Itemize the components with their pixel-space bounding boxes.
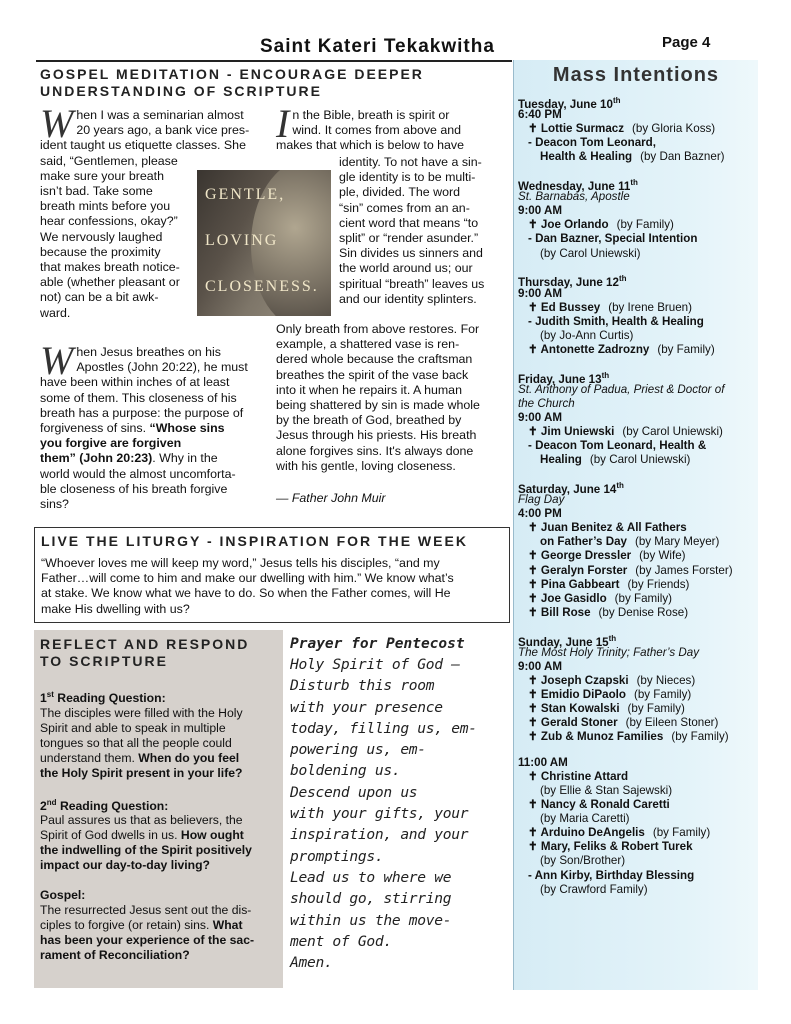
- mass-intention-donor: (by Family): [614, 591, 672, 605]
- text-line: Apostles (John 20:22), he must: [76, 360, 248, 375]
- mass-intention-line: [518, 756, 568, 770]
- mass-intention-text: (by Crawford Family): [540, 882, 648, 896]
- mass-intention-line: [518, 287, 562, 301]
- mass-intention-line: [528, 606, 688, 620]
- ordinal-suffix: th: [630, 178, 638, 188]
- text-line: not) can be a bit awk-: [40, 290, 159, 305]
- gentle-loving-closeness-image: [197, 170, 331, 316]
- mass-intention-donor: (by Wife): [639, 549, 686, 563]
- mass-intention-line: [518, 660, 562, 674]
- mass-intention-text: (by Maria Caretti): [540, 812, 630, 826]
- mass-intention-text: 9:00 AM: [518, 286, 563, 300]
- mass-intention-text: ✝ Pina Gabbeart: [528, 577, 620, 591]
- spacer: [40, 873, 280, 888]
- mass-intention-text: - Deacon Tom Leonard, Health &: [528, 439, 707, 453]
- ordinal-suffix: th: [612, 96, 621, 105]
- text-line: isn’t bad. Take some: [40, 184, 153, 199]
- mass-intention-text: - Deacon Tom Leonard,: [528, 136, 656, 150]
- liturgy-line: at stake. We know what we have to do. So when the Father comes, will He: [41, 586, 451, 601]
- mass-intention-line: [528, 122, 715, 136]
- text-line: ble closeness of his breath forgive: [40, 481, 228, 496]
- mass-intention-text: 9:00 AM: [518, 659, 563, 673]
- mass-intention-text: 9:00 AM: [518, 411, 563, 424]
- mass-intention-donor: (by James Forster): [635, 563, 733, 577]
- signature: — Father John Muir: [276, 491, 386, 505]
- text-line: by the breath of God, breathed by: [276, 413, 462, 428]
- mass-intention-line: [528, 218, 674, 232]
- question-line: understand them. When do you feel: [40, 750, 240, 765]
- text-line: Only breath from above restores. For: [276, 322, 480, 336]
- prayer-title: Prayer for Pentecost: [290, 636, 465, 652]
- mass-intention-text: Sunday, June 15th: [518, 633, 617, 649]
- text-line: We nervously laughed: [40, 229, 163, 244]
- mass-intention-text: 6:40 PM: [518, 108, 562, 122]
- text-line: breathes the spirit of the vase back: [276, 367, 469, 382]
- mass-intention-line: [528, 592, 672, 606]
- mass-intention-line: [528, 716, 718, 730]
- text-line: identity. To not have a sin-: [339, 155, 482, 169]
- question-line: The resurrected Jesus sent out the dis-: [40, 903, 252, 917]
- prayer-line: Lead us to where we: [290, 868, 452, 886]
- mass-intention-line: [518, 190, 630, 204]
- prayer-line: promptings.: [290, 847, 384, 865]
- text-line: forgiveness of sins. “Whose sins: [40, 421, 225, 436]
- mass-intention-line: [528, 826, 710, 840]
- mass-intention-line: [540, 812, 630, 826]
- text-line: Sin divides us sinners and: [339, 246, 483, 261]
- text-line: able (whether pleasant or: [40, 275, 180, 290]
- ordinal-suffix: st: [46, 690, 54, 699]
- text-line: hen I was a seminarian almost: [76, 108, 244, 122]
- mass-intention-line: [528, 521, 687, 535]
- mass-intention-donor: (by Irene Bruen): [608, 300, 692, 314]
- question-bold: rament of Reconciliation?: [40, 947, 190, 962]
- prayer-line: today, filling us, em-: [290, 719, 477, 737]
- mass-intention-text: on Father’s Day: [540, 535, 627, 549]
- text-line: and our identity splinters.: [339, 291, 477, 306]
- mass-intention-line: [528, 674, 695, 688]
- mass-intention-donor: (by Family): [633, 687, 692, 701]
- question-line: tongues so that all the people could: [40, 735, 232, 750]
- prayer-line: boldening us.: [290, 762, 401, 780]
- gospel-column-2-bottom: [276, 322, 508, 474]
- mass-intention-line: [518, 383, 724, 397]
- text-line: that makes breath notice-: [40, 260, 180, 275]
- prayer-line: with your gifts, your: [290, 805, 469, 823]
- mass-intention-text: ✝ Lottie Surmacz: [528, 122, 625, 136]
- mass-intention-line: [540, 453, 690, 467]
- bold-quote: “Whose sins: [146, 421, 225, 436]
- mass-intentions-panel: [513, 60, 758, 990]
- drop-cap: I: [276, 101, 290, 146]
- mass-intention-line: [518, 507, 562, 521]
- mass-intention-text: ✝ Emidio DiPaolo: [528, 687, 626, 701]
- page-number: Page 4: [662, 34, 711, 51]
- mass-intention-text: ✝ Arduino DeAngelis: [528, 826, 645, 840]
- text-line: n the Bible, breath is spirit or: [292, 108, 450, 122]
- mass-intention-text: ✝ Gerald Stoner: [528, 716, 618, 729]
- prayer-block: [290, 636, 504, 973]
- mass-intention-text: Tuesday, June 10th: [518, 96, 621, 111]
- image-word-2: LOVING: [205, 232, 279, 249]
- mass-intention-text: - Dan Bazner, Special Intention: [528, 232, 698, 246]
- mass-intention-line: [528, 730, 729, 744]
- question-line: Spirit of God dwells in us. How ought: [40, 828, 244, 843]
- question-line: Paul assures us that as believers, the: [40, 813, 243, 828]
- mass-intention-line: [528, 425, 723, 439]
- mass-intention-text: 9:00 AM: [518, 204, 563, 218]
- text-line: the world around us; our: [339, 261, 473, 276]
- mass-intention-line: [528, 840, 693, 854]
- text-line: gle identity is to be multi-: [339, 170, 476, 185]
- mass-intention-text: Healing: [540, 453, 582, 467]
- question-bold: When do you feel: [134, 750, 240, 765]
- text-line: wind. It comes from above and: [292, 123, 462, 138]
- text-line: said, “Gentlemen, please: [40, 153, 178, 168]
- mass-intention-text: St. Anthony of Padua, Priest & Doctor of: [518, 382, 725, 396]
- mass-intention-donor: (by Family): [671, 730, 729, 744]
- mass-intention-line: [518, 397, 575, 411]
- text-line: have been within inches of at least: [40, 375, 230, 390]
- reflect-title: REFLECT AND RESPOND TO SCRIPTURE: [40, 636, 250, 669]
- mass-intention-line: [528, 549, 686, 563]
- text-line: ple, divided. The word: [339, 185, 460, 200]
- mass-intention-line: [518, 204, 562, 218]
- mass-intention-text: - Ann Kirby, Birthday Blessing: [528, 868, 695, 882]
- prayer-line: Amen.: [290, 954, 333, 972]
- question-line: The disciples were filled with the Holy: [40, 705, 243, 720]
- prayer-line: Holy Spirit of God —: [290, 656, 460, 673]
- ordinal-suffix: th: [616, 481, 624, 491]
- question-heading: Gospel:: [40, 888, 86, 903]
- gospel-title: GOSPEL MEDITATION - ENCOURAGE DEEPER UNDERSTANDING OF SCRIPTURE: [40, 66, 424, 99]
- question-bold: What: [209, 917, 243, 932]
- mass-intention-donor: (by Nieces): [636, 673, 696, 687]
- question-line: Spirit and able to speak in multiple: [40, 720, 226, 735]
- mass-intention-text: ✝ Antonette Zadrozny: [528, 342, 650, 356]
- mass-intention-text: - Judith Smith, Health & Healing: [528, 314, 704, 328]
- liturgy-title: LIVE THE LITURGY - INSPIRATION FOR THE WEEK: [41, 533, 468, 549]
- spacer: [40, 963, 280, 978]
- mass-intention-donor: (by Denise Rose): [598, 605, 689, 619]
- text-line: “sin” comes from an an-: [339, 200, 470, 215]
- mass-intention-text: 4:00 PM: [518, 507, 562, 521]
- mass-intention-line: [528, 343, 715, 357]
- liturgy-line: make His dwelling with us?: [41, 601, 190, 616]
- mass-intention-line: [528, 578, 689, 592]
- mass-intention-text: The Most Holy Trinity; Father’s Day: [518, 645, 700, 659]
- mass-intention-text: Health & Healing: [540, 150, 633, 164]
- mass-intention-text: Saturday, June 14th: [518, 481, 624, 497]
- text-line: 20 years ago, a bank vice pres-: [76, 123, 250, 138]
- text-line: into it when he repairs it. A human: [276, 382, 462, 397]
- text-line: world would the almost uncomforta-: [40, 466, 236, 481]
- text-line: ward.: [40, 305, 71, 320]
- bold-quote: them” (John 20:23). Why in the: [40, 451, 218, 466]
- mass-intention-donor: (by Family): [652, 826, 711, 840]
- mass-intention-line: [528, 564, 733, 578]
- mass-intention-text: Flag Day: [518, 493, 565, 507]
- mass-intention-donor: (by Carol Uniewski): [589, 453, 691, 467]
- mass-intention-text: ✝ Joe Gasidlo: [528, 591, 607, 605]
- ordinal-suffix: th: [601, 370, 610, 380]
- mass-intention-text: ✝ George Dressler: [528, 549, 632, 563]
- mass-intention-line: [540, 329, 633, 343]
- mass-intention-line: [528, 232, 697, 246]
- ordinal-suffix: nd: [46, 797, 57, 807]
- text-line: because the proximity: [40, 244, 161, 259]
- text-line: breath mints before you: [40, 199, 171, 214]
- prayer-line: inspiration, and your: [290, 826, 469, 844]
- text-line: alone forgives sins. It's always done: [276, 443, 474, 458]
- mass-intention-text: ✝ Bill Rose: [528, 605, 591, 619]
- mass-intention-text: ✝ Joe Orlando: [528, 218, 609, 232]
- mass-intention-text: ✝ Christine Attard: [528, 770, 629, 784]
- mass-intention-line: [518, 493, 564, 507]
- mass-intention-text: Thursday, June 12th: [518, 274, 627, 290]
- mass-intention-donor: (by Family): [627, 701, 685, 715]
- mass-intention-text: Wednesday, June 11th: [518, 178, 638, 194]
- mass-intention-text: ✝ Stan Kowalski: [528, 701, 620, 715]
- text-line: makes that which is below to have: [276, 138, 465, 153]
- prayer-line: Disturb this room: [290, 677, 435, 695]
- mass-intention-line: [540, 854, 625, 868]
- liturgy-box: [34, 527, 510, 623]
- text-fragment: . Why in the: [152, 451, 218, 466]
- prayer-text: [290, 654, 504, 973]
- text-line: spiritual “breath” leaves us: [339, 276, 485, 291]
- mass-intention-line: [518, 646, 699, 660]
- mass-intention-text: ✝ Zub & Munoz Families: [528, 730, 664, 744]
- mass-intention-line: [518, 411, 562, 425]
- prayer-line: with your presence: [290, 698, 443, 716]
- text-line: make sure your breath: [40, 168, 164, 183]
- mass-intention-text: (by Jo-Ann Curtis): [540, 328, 634, 342]
- mass-intention-text: ✝ Joseph Czapski: [528, 673, 629, 687]
- gospel-column-1b: [40, 338, 272, 512]
- mass-intention-line: [528, 136, 656, 150]
- mass-intention-line: [528, 702, 685, 716]
- mass-intention-text: (by Carol Uniewski): [540, 246, 641, 260]
- liturgy-text: [41, 556, 507, 617]
- mass-intention-line: [540, 883, 648, 897]
- mass-intention-text: St. Barnabas, Apostle: [518, 190, 630, 204]
- page-title: Saint Kateri Tekakwitha: [260, 36, 495, 57]
- gospel-column-2-right: [339, 155, 511, 307]
- text-line: being shattered by sin is made whole: [276, 398, 480, 413]
- prayer-line: within us the move-: [290, 911, 452, 929]
- mass-intention-line: [528, 688, 691, 702]
- text-line: some of them. This closeness of his: [40, 390, 237, 405]
- mass-intention-line: [528, 439, 706, 453]
- mass-intention-text: Friday, June 13th: [518, 370, 610, 386]
- spacer: [40, 781, 280, 796]
- ordinal-suffix: th: [608, 633, 617, 643]
- prayer-line: ment of God.: [290, 932, 392, 950]
- question-heading: 2nd Reading Question:: [40, 797, 169, 813]
- text-line: sins?: [40, 497, 69, 512]
- text-line: hear confessions, okay?”: [40, 214, 178, 229]
- mass-intention-line: [540, 535, 719, 549]
- mass-intention-donor: (by Carol Uniewski): [622, 425, 723, 439]
- liturgy-line: Father…will come to him and make our dwelling with him.” We know what’s: [41, 571, 454, 586]
- text-line: breath has a purpose: the purpose of: [40, 405, 244, 420]
- mass-intention-line: [540, 247, 641, 261]
- question-line: ciples to forgive (or retain) sins. What: [40, 917, 243, 932]
- mass-intention-line: [528, 869, 694, 883]
- text-line: dered whole because the craftsman: [276, 352, 473, 367]
- mass-intention-donor: (by Dan Bazner): [640, 150, 725, 164]
- text-line: Jesus through his priests. His breath: [276, 428, 477, 443]
- drop-cap: W: [40, 101, 74, 146]
- mass-intention-text: ✝ Jim Uniewski: [528, 425, 615, 439]
- reflect-body: [40, 688, 280, 978]
- text-line: hen Jesus breathes on his: [76, 345, 221, 359]
- image-word-1: GENTLE,: [205, 186, 286, 203]
- mass-intention-text: ✝ Nancy & Ronald Caretti: [528, 798, 670, 812]
- mass-intention-line: [518, 108, 562, 122]
- prayer-line: powering us, em-: [290, 741, 426, 759]
- mass-intention-line: [528, 301, 692, 315]
- question-bold: has been your experience of the sac-: [40, 932, 255, 947]
- mass-intention-text: (by Ellie & Stan Sajewski): [540, 784, 673, 798]
- mass-intention-donor: (by Mary Meyer): [634, 535, 720, 549]
- question-heading: 1st Reading Question:: [40, 690, 166, 706]
- text-line: split” or “render asunder.”: [339, 231, 479, 246]
- mass-intention-text: 11:00 AM: [518, 756, 568, 770]
- image-word-3: CLOSENESS.: [205, 278, 319, 295]
- text-line: cient word that means “to: [339, 215, 479, 230]
- mass-intention-donor: (by Eileen Stoner): [625, 716, 719, 729]
- bold-quote: you forgive are forgiven: [40, 436, 182, 451]
- text-line: example, a shattered vase is ren-: [276, 337, 460, 352]
- mass-intention-text: ✝ Ed Bussey: [528, 300, 601, 314]
- mass-intention-line: [528, 798, 670, 812]
- ordinal-suffix: th: [618, 274, 627, 284]
- question-bold: How ought: [177, 828, 244, 843]
- mass-intention-text: ✝ Mary, Feliks & Robert Turek: [528, 840, 693, 854]
- liturgy-line: “Whoever loves me will keep my word,” Jesus tells his disciples, “and my: [41, 556, 440, 570]
- prayer-line: should go, stirring: [290, 890, 452, 908]
- mass-intention-donor: (by Family): [657, 342, 715, 356]
- prayer-line: Descend upon us: [290, 783, 418, 801]
- question-bold: impact our day-to-day living?: [40, 858, 210, 873]
- mass-intention-text: (by Son/Brother): [540, 854, 626, 868]
- mass-intention-line: [540, 150, 725, 164]
- question-bold: the Holy Spirit present in your life?: [40, 765, 243, 780]
- text-line: ident taught us etiquette classes. She: [40, 138, 246, 153]
- mass-intention-line: [540, 784, 672, 798]
- mass-intention-line: [528, 770, 628, 784]
- mass-intentions-title: Mass Intentions: [552, 64, 720, 86]
- mass-intention-text: ✝ Geralyn Forster: [528, 563, 628, 577]
- header-rule: [36, 60, 512, 62]
- mass-intention-donor: (by Friends): [627, 577, 690, 591]
- mass-intention-donor: (by Gloria Koss): [632, 122, 716, 136]
- mass-intention-line: [528, 315, 704, 329]
- text-line: with his gentle, loving closeness.: [276, 458, 456, 473]
- mass-intention-text: the Church: [518, 396, 575, 410]
- question-bold: the indwelling of the Spirit positively: [40, 843, 252, 858]
- mass-intention-text: ✝ Juan Benitez & All Fathers: [528, 521, 687, 535]
- gospel-column-2-top: [276, 101, 508, 154]
- mass-intention-donor: (by Family): [616, 218, 674, 232]
- drop-cap: W: [40, 338, 74, 383]
- reflect-box: [34, 630, 283, 988]
